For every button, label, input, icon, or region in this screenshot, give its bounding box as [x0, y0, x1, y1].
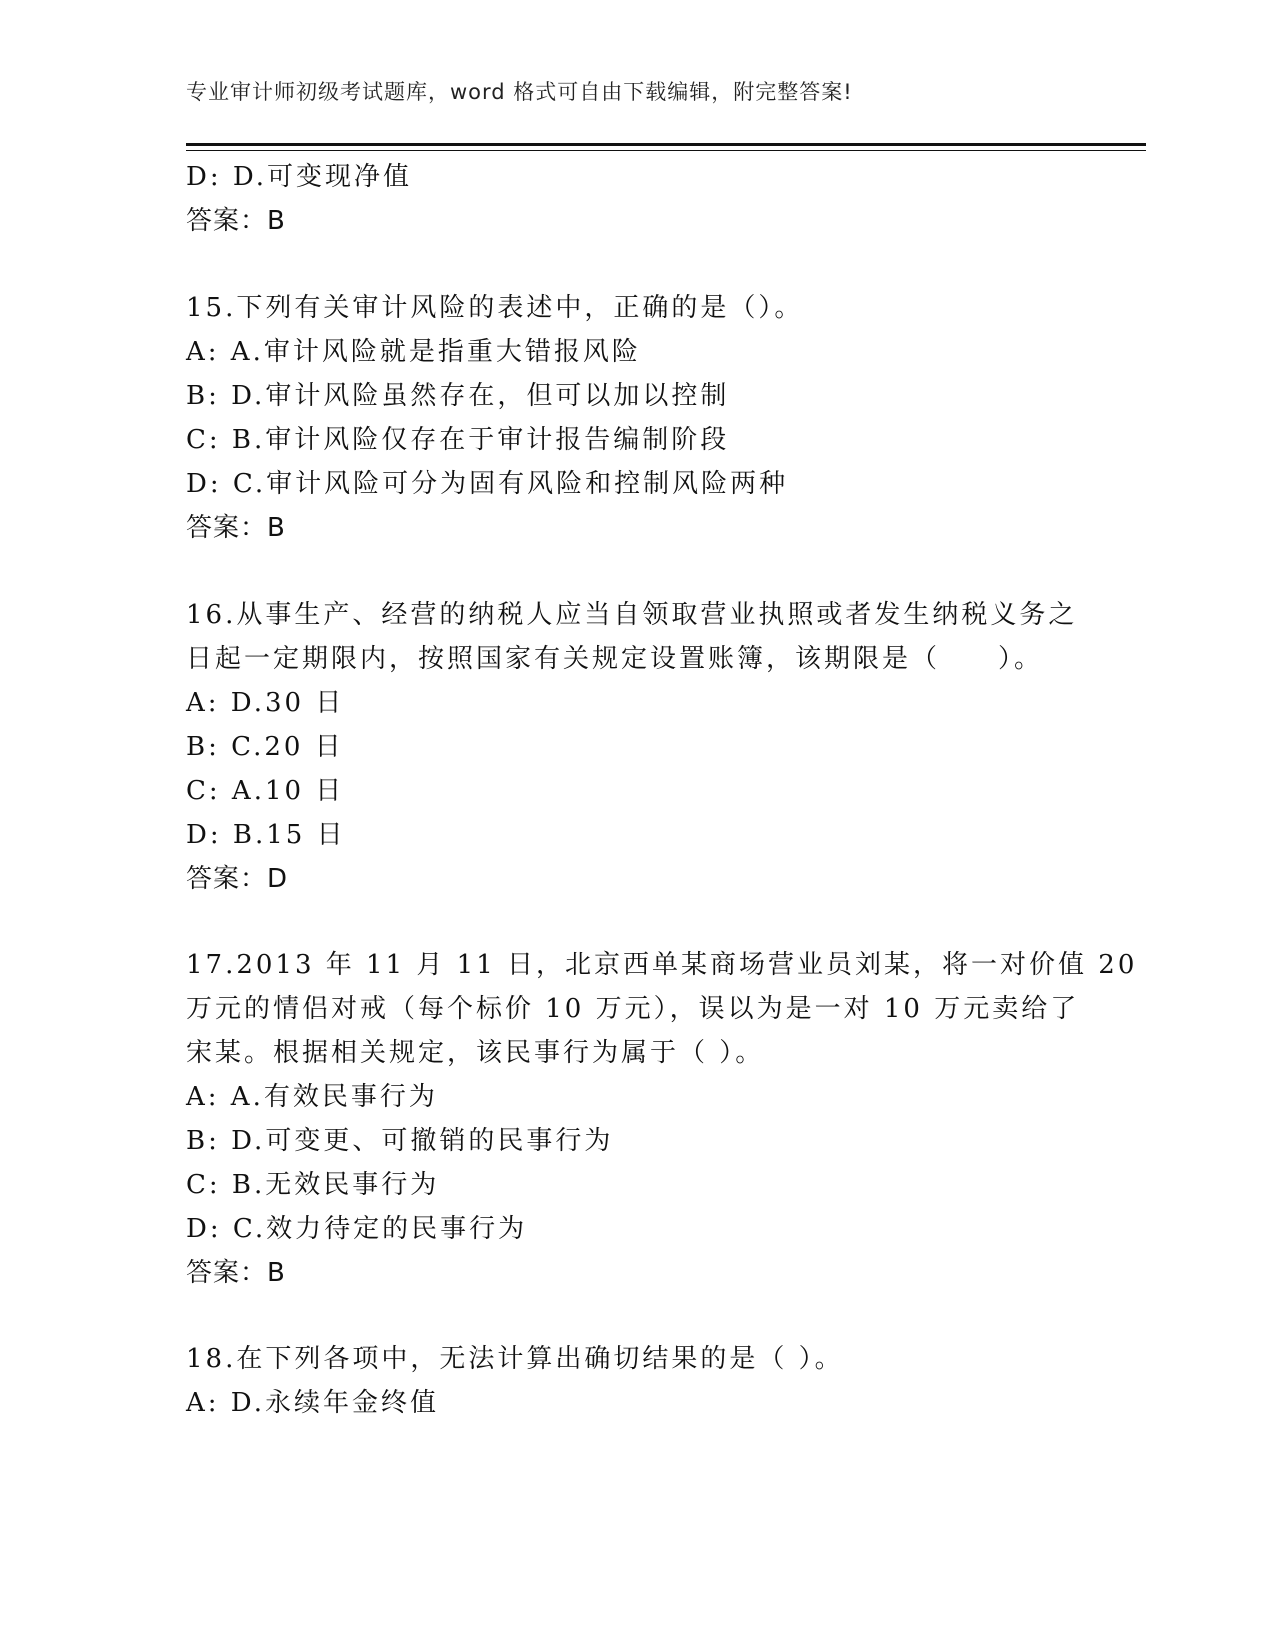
q16-option-d: D: B.15 日: [186, 820, 346, 850]
q18-stem: 18.在下列各项中，无法计算出确切结果的是（ ）。: [186, 1344, 844, 1374]
q15-answer: 答案：B: [186, 513, 286, 543]
q16-stem-line2: 日起一定期限内，按照国家有关规定设置账簿，该期限是（ ）。: [186, 644, 1044, 674]
q17-option-b: B: D.可变更、可撤销的民事行为: [186, 1126, 614, 1156]
header-divider-thick: [186, 143, 1146, 146]
q17-stem-line1: 17.2013 年 11 月 11 日，北京西单某商场营业员刘某，将一对价值 20: [186, 950, 1138, 980]
q17-option-a: A: A.有效民事行为: [186, 1082, 438, 1112]
q15-option-b: B: D.审计风险虽然存在，但可以加以控制: [186, 381, 730, 411]
q15-option-c: C: B.审计风险仅存在于审计报告编制阶段: [186, 425, 730, 455]
q14-answer: 答案：B: [186, 206, 286, 236]
q14-option-d: D: D.可变现净值: [186, 162, 413, 192]
q15-stem: 15.下列有关审计风险的表述中，正确的是（）。: [186, 293, 804, 323]
q16-option-a: A: D.30 日: [186, 688, 345, 718]
header-divider-thin: [186, 150, 1146, 151]
q17-stem-line2: 万元的情侣对戒（每个标价 10 万元），误以为是一对 10 万元卖给了: [186, 994, 1080, 1024]
q16-option-b: B: C.20 日: [186, 732, 344, 762]
q16-option-c: C: A.10 日: [186, 776, 345, 806]
q17-stem-line3: 宋某。根据相关规定，该民事行为属于（ ）。: [186, 1038, 765, 1068]
q15-option-d: D: C.审计风险可分为固有风险和控制风险两种: [186, 469, 789, 499]
page-header: 专业审计师初级考试题库，word 格式可自由下载编辑，附完整答案!: [186, 80, 853, 104]
q16-stem-line1: 16.从事生产、经营的纳税人应当自领取营业执照或者发生纳税义务之: [186, 600, 1078, 630]
q17-option-d: D: C.效力待定的民事行为: [186, 1214, 528, 1244]
q17-answer: 答案：B: [186, 1258, 286, 1288]
q16-answer: 答案：D: [186, 864, 289, 894]
q15-option-a: A: A.审计风险就是指重大错报风险: [186, 337, 641, 367]
q17-option-c: C: B.无效民事行为: [186, 1170, 440, 1200]
q18-option-a: A: D.永续年金终值: [186, 1388, 439, 1418]
